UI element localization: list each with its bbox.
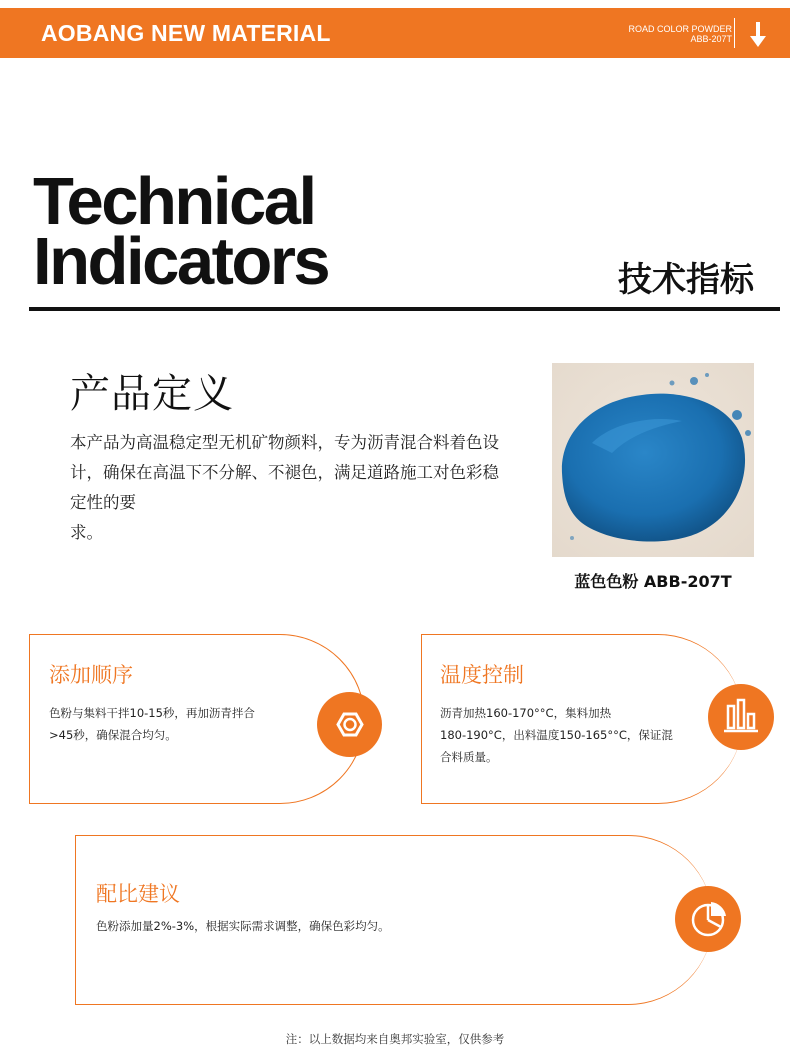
hexagon-nut-icon <box>317 692 382 757</box>
addition-icon-circle <box>317 692 382 757</box>
title-divider <box>29 307 780 311</box>
page-title-zh: 技术指标 <box>618 260 754 300</box>
definition-line: 定性的要 <box>70 493 136 512</box>
product-photo <box>552 363 754 557</box>
product-label <box>628 24 732 44</box>
title-line-2: Indicators <box>33 224 329 299</box>
addition-line: 色粉与集料干拌10-15秒，再加沥青拌合 <box>49 706 255 720</box>
bar-chart-icon <box>708 684 774 750</box>
addition-text <box>49 702 289 746</box>
header-divider <box>734 18 735 48</box>
definition-line: 本产品为高温稳定型无机矿物颜料，专为沥青混合料着色设 <box>70 433 499 452</box>
page-title-en <box>33 164 329 299</box>
temperature-line: 沥青加热160-170°°C，集料加热 <box>440 706 612 720</box>
temperature-text <box>440 702 680 768</box>
definition-line: 计，确保在高温下不分解、不褪色，满足道路施工对色彩稳 <box>70 463 499 482</box>
title-line-1: Technical <box>33 164 315 239</box>
header-bar <box>0 8 790 58</box>
definition-text <box>70 428 545 548</box>
ratio-text <box>96 915 516 937</box>
product-line-1: ROAD COLOR POWDER <box>628 24 732 34</box>
addition-heading: 添加顺序 <box>49 663 133 687</box>
photo-caption: 蓝色色粉 ABB-207T <box>574 572 732 591</box>
ratio-heading: 配比建议 <box>96 882 180 906</box>
down-arrow-icon[interactable] <box>749 22 767 48</box>
temperature-line: 合料质量。 <box>440 750 498 764</box>
temperature-heading: 温度控制 <box>440 663 524 687</box>
temperature-line: 180-190°C，出料温度150-165°°C，保证混 <box>440 728 673 742</box>
footnote: 注：以上数据均来自奥邦实验室，仅供参考 <box>285 1032 505 1046</box>
pie-chart-icon <box>675 886 741 952</box>
ratio-line: 色粉添加量2%-3%，根据实际需求调整，确保色彩均匀。 <box>96 919 390 933</box>
brand-name: AOBANG NEW MATERIAL <box>41 20 331 46</box>
ratio-icon-circle <box>675 886 741 952</box>
definition-heading: 产品定义 <box>70 371 234 417</box>
temperature-icon-circle <box>708 684 774 750</box>
product-line-2: ABB-207T <box>690 34 732 44</box>
definition-line: 求。 <box>70 523 103 542</box>
addition-line: >45秒，确保混合均匀。 <box>49 728 177 742</box>
